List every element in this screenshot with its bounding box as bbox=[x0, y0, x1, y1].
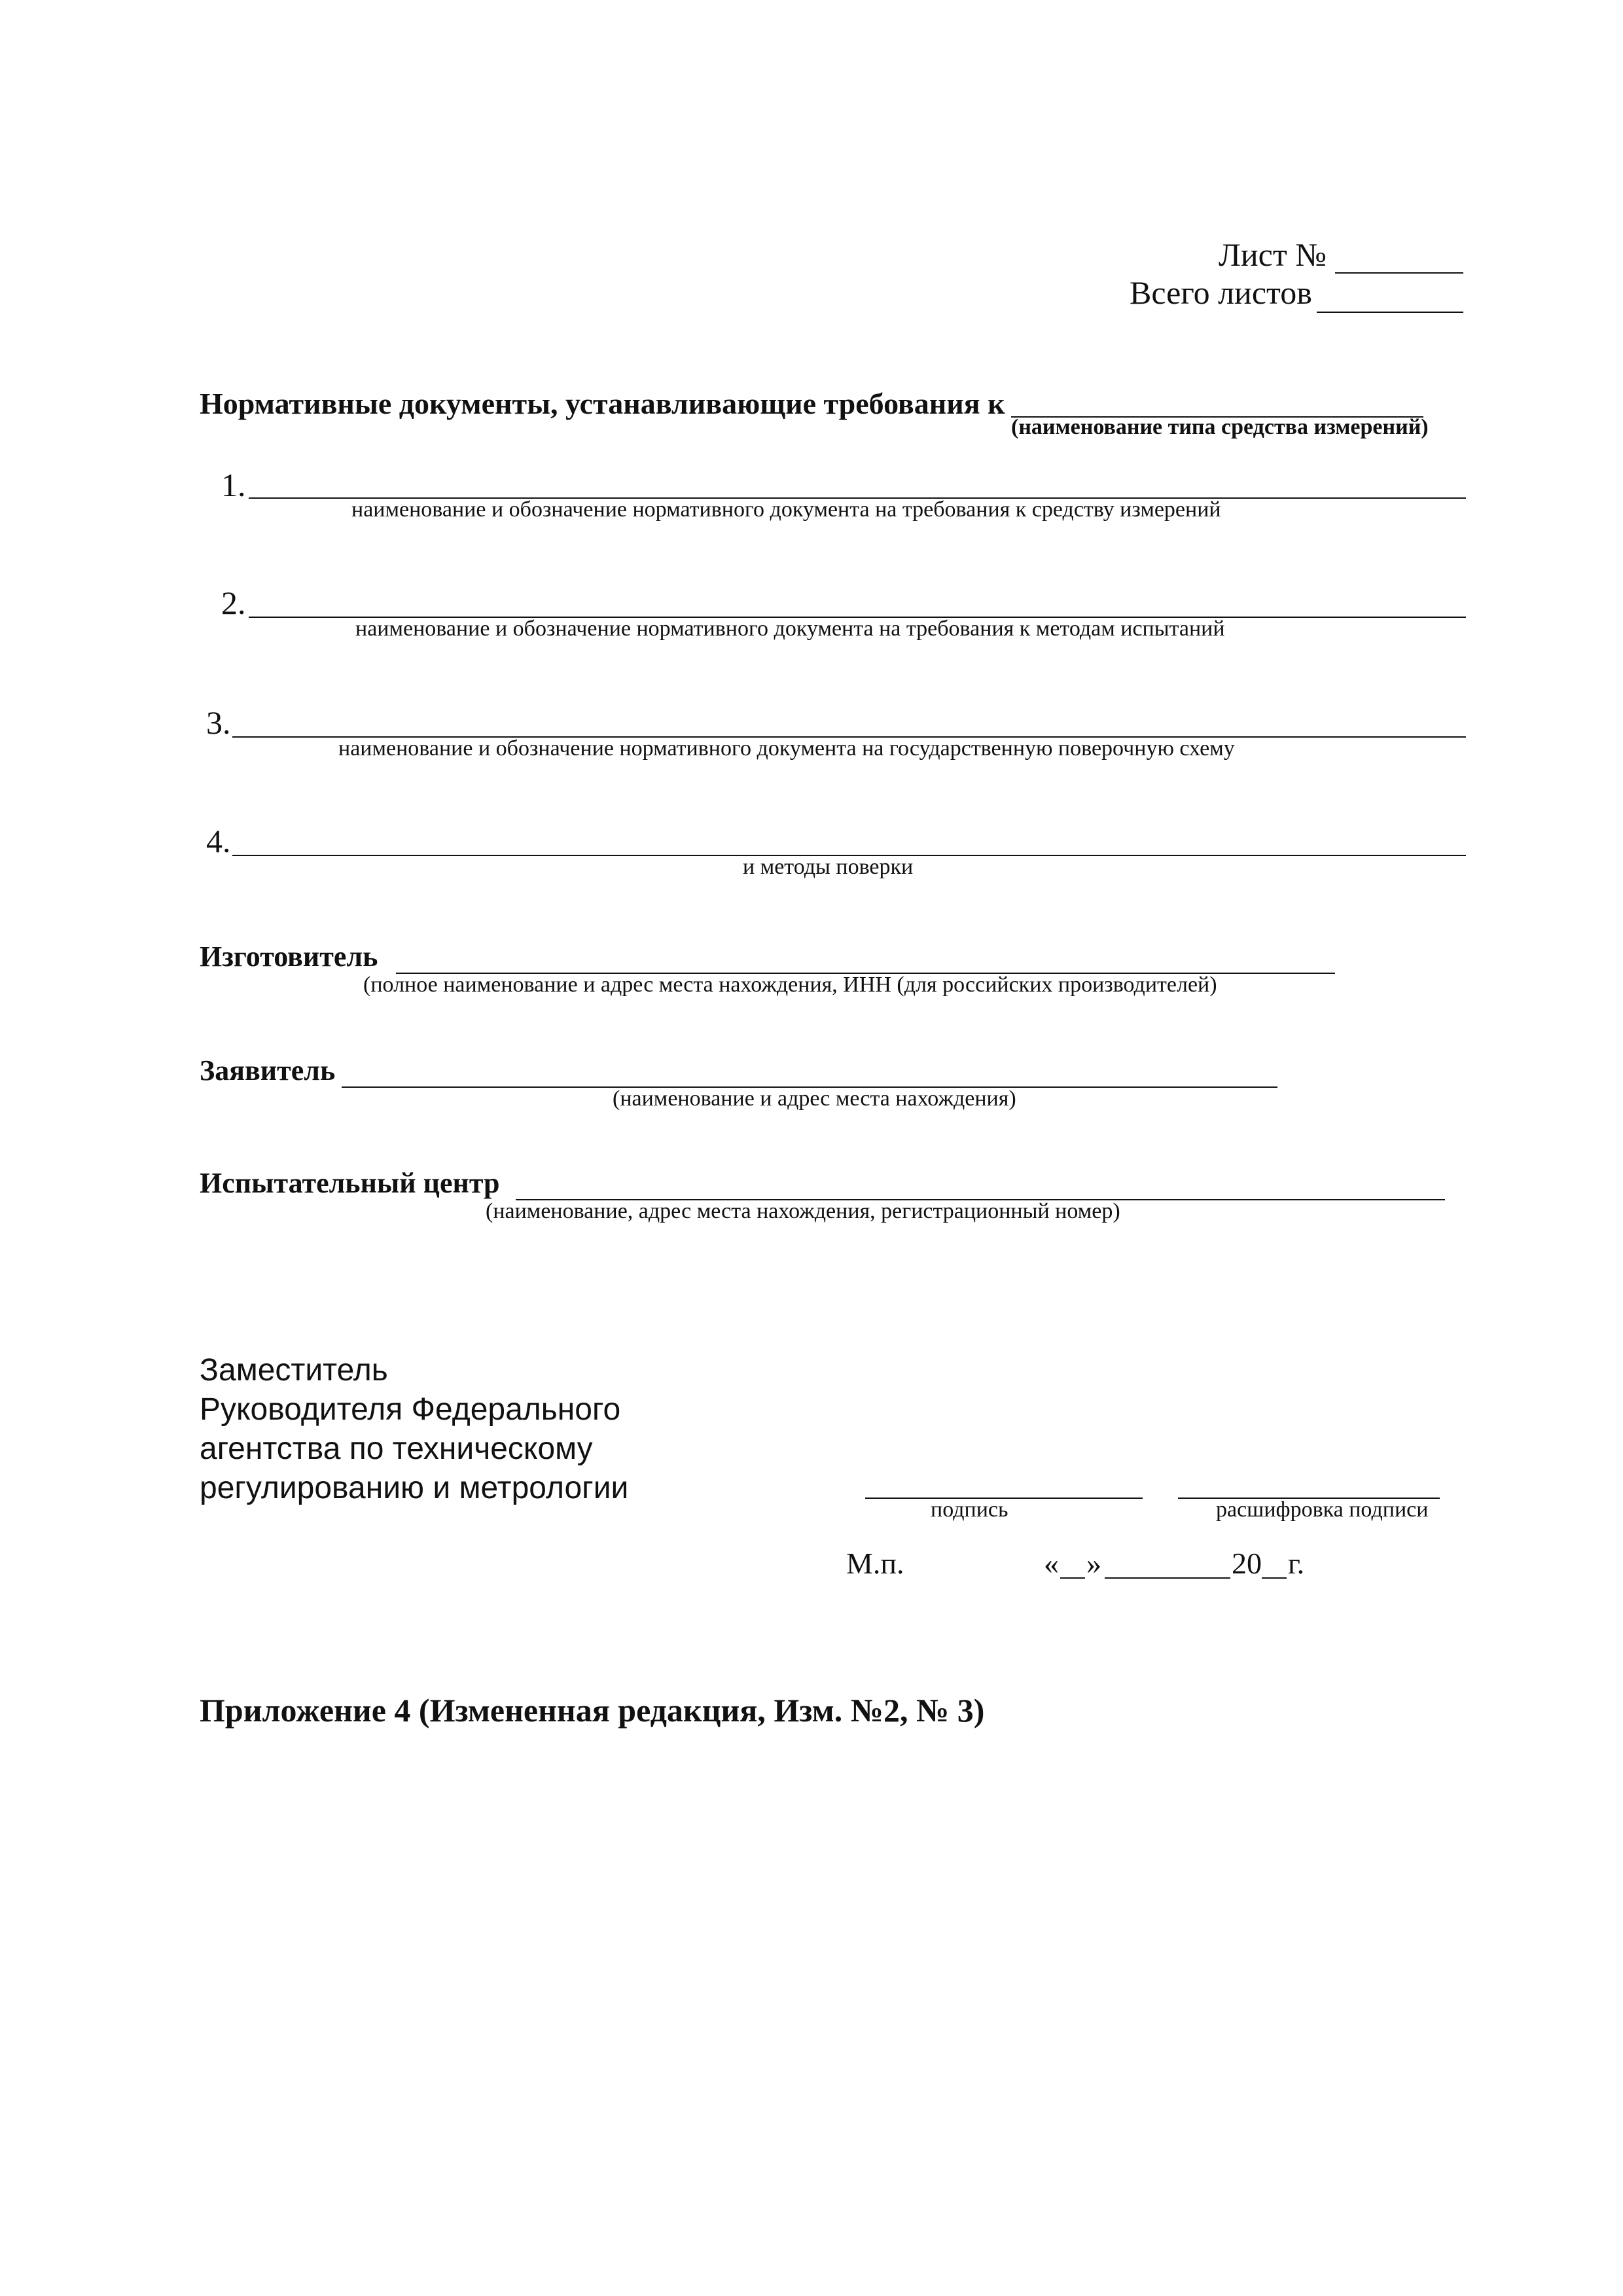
sheet-number-field[interactable] bbox=[1335, 272, 1463, 274]
applicant-label: Заявитель bbox=[200, 1054, 336, 1086]
date-quote-open: « bbox=[1044, 1547, 1059, 1580]
manufacturer-caption: (полное наименование и адрес места нахождения, ИНН (для российских производителей) bbox=[363, 973, 1217, 997]
sheets-total-label: Всего листов bbox=[1130, 274, 1312, 311]
signature-caption: подпись bbox=[931, 1498, 1008, 1522]
date-year-suffix: г. bbox=[1288, 1547, 1305, 1580]
item-3-number: 3. bbox=[206, 704, 231, 741]
stamp-label: М.п. bbox=[846, 1547, 904, 1580]
signatory-line-2: Руководителя Федерального bbox=[200, 1392, 621, 1427]
signature-decoding-caption: расшифровка подписи bbox=[1216, 1498, 1429, 1522]
applicant-caption: (наименование и адрес места нахождения) bbox=[613, 1086, 1016, 1111]
item-2-caption: наименование и обозначение нормативного документа на требования к методам испытаний bbox=[355, 617, 1225, 641]
item-3-caption: наименование и обозначение нормативного документа на государственную поверочную схему bbox=[338, 736, 1235, 761]
item-1-number: 1. bbox=[221, 467, 246, 503]
sheet-number-label: Лист № bbox=[1219, 236, 1327, 273]
signatory-line-4: регулированию и метрологии bbox=[200, 1471, 629, 1505]
signatory-line-1: Заместитель bbox=[200, 1353, 388, 1388]
date-month-field[interactable] bbox=[1105, 1577, 1230, 1579]
sheets-total-field[interactable] bbox=[1317, 312, 1463, 313]
appendix-note: Приложение 4 (Измененная редакция, Изм. №2, № 3) bbox=[200, 1692, 985, 1729]
date-year-prefix: 20 bbox=[1232, 1547, 1262, 1580]
date-day-field[interactable] bbox=[1060, 1577, 1085, 1579]
test-center-label: Испытательный центр bbox=[200, 1167, 500, 1199]
manufacturer-label: Изготовитель bbox=[200, 941, 378, 973]
instrument-type-caption: (наименование типа средства измерений) bbox=[1011, 415, 1429, 439]
item-4-caption: и методы поверки bbox=[743, 855, 914, 879]
item-1-caption: наименование и обозначение нормативного документа на требования к средству измерений bbox=[351, 497, 1221, 522]
date-year-field[interactable] bbox=[1262, 1577, 1287, 1579]
item-4-number: 4. bbox=[206, 823, 231, 859]
date-quote-close: » bbox=[1086, 1547, 1101, 1580]
normative-heading: Нормативные документы, устанавливающие требования к bbox=[200, 387, 1005, 420]
test-center-caption: (наименование, адрес места нахождения, регистрационный номер) bbox=[486, 1199, 1120, 1223]
signatory-line-3: агентства по техническому bbox=[200, 1431, 593, 1466]
item-2-number: 2. bbox=[221, 584, 246, 621]
